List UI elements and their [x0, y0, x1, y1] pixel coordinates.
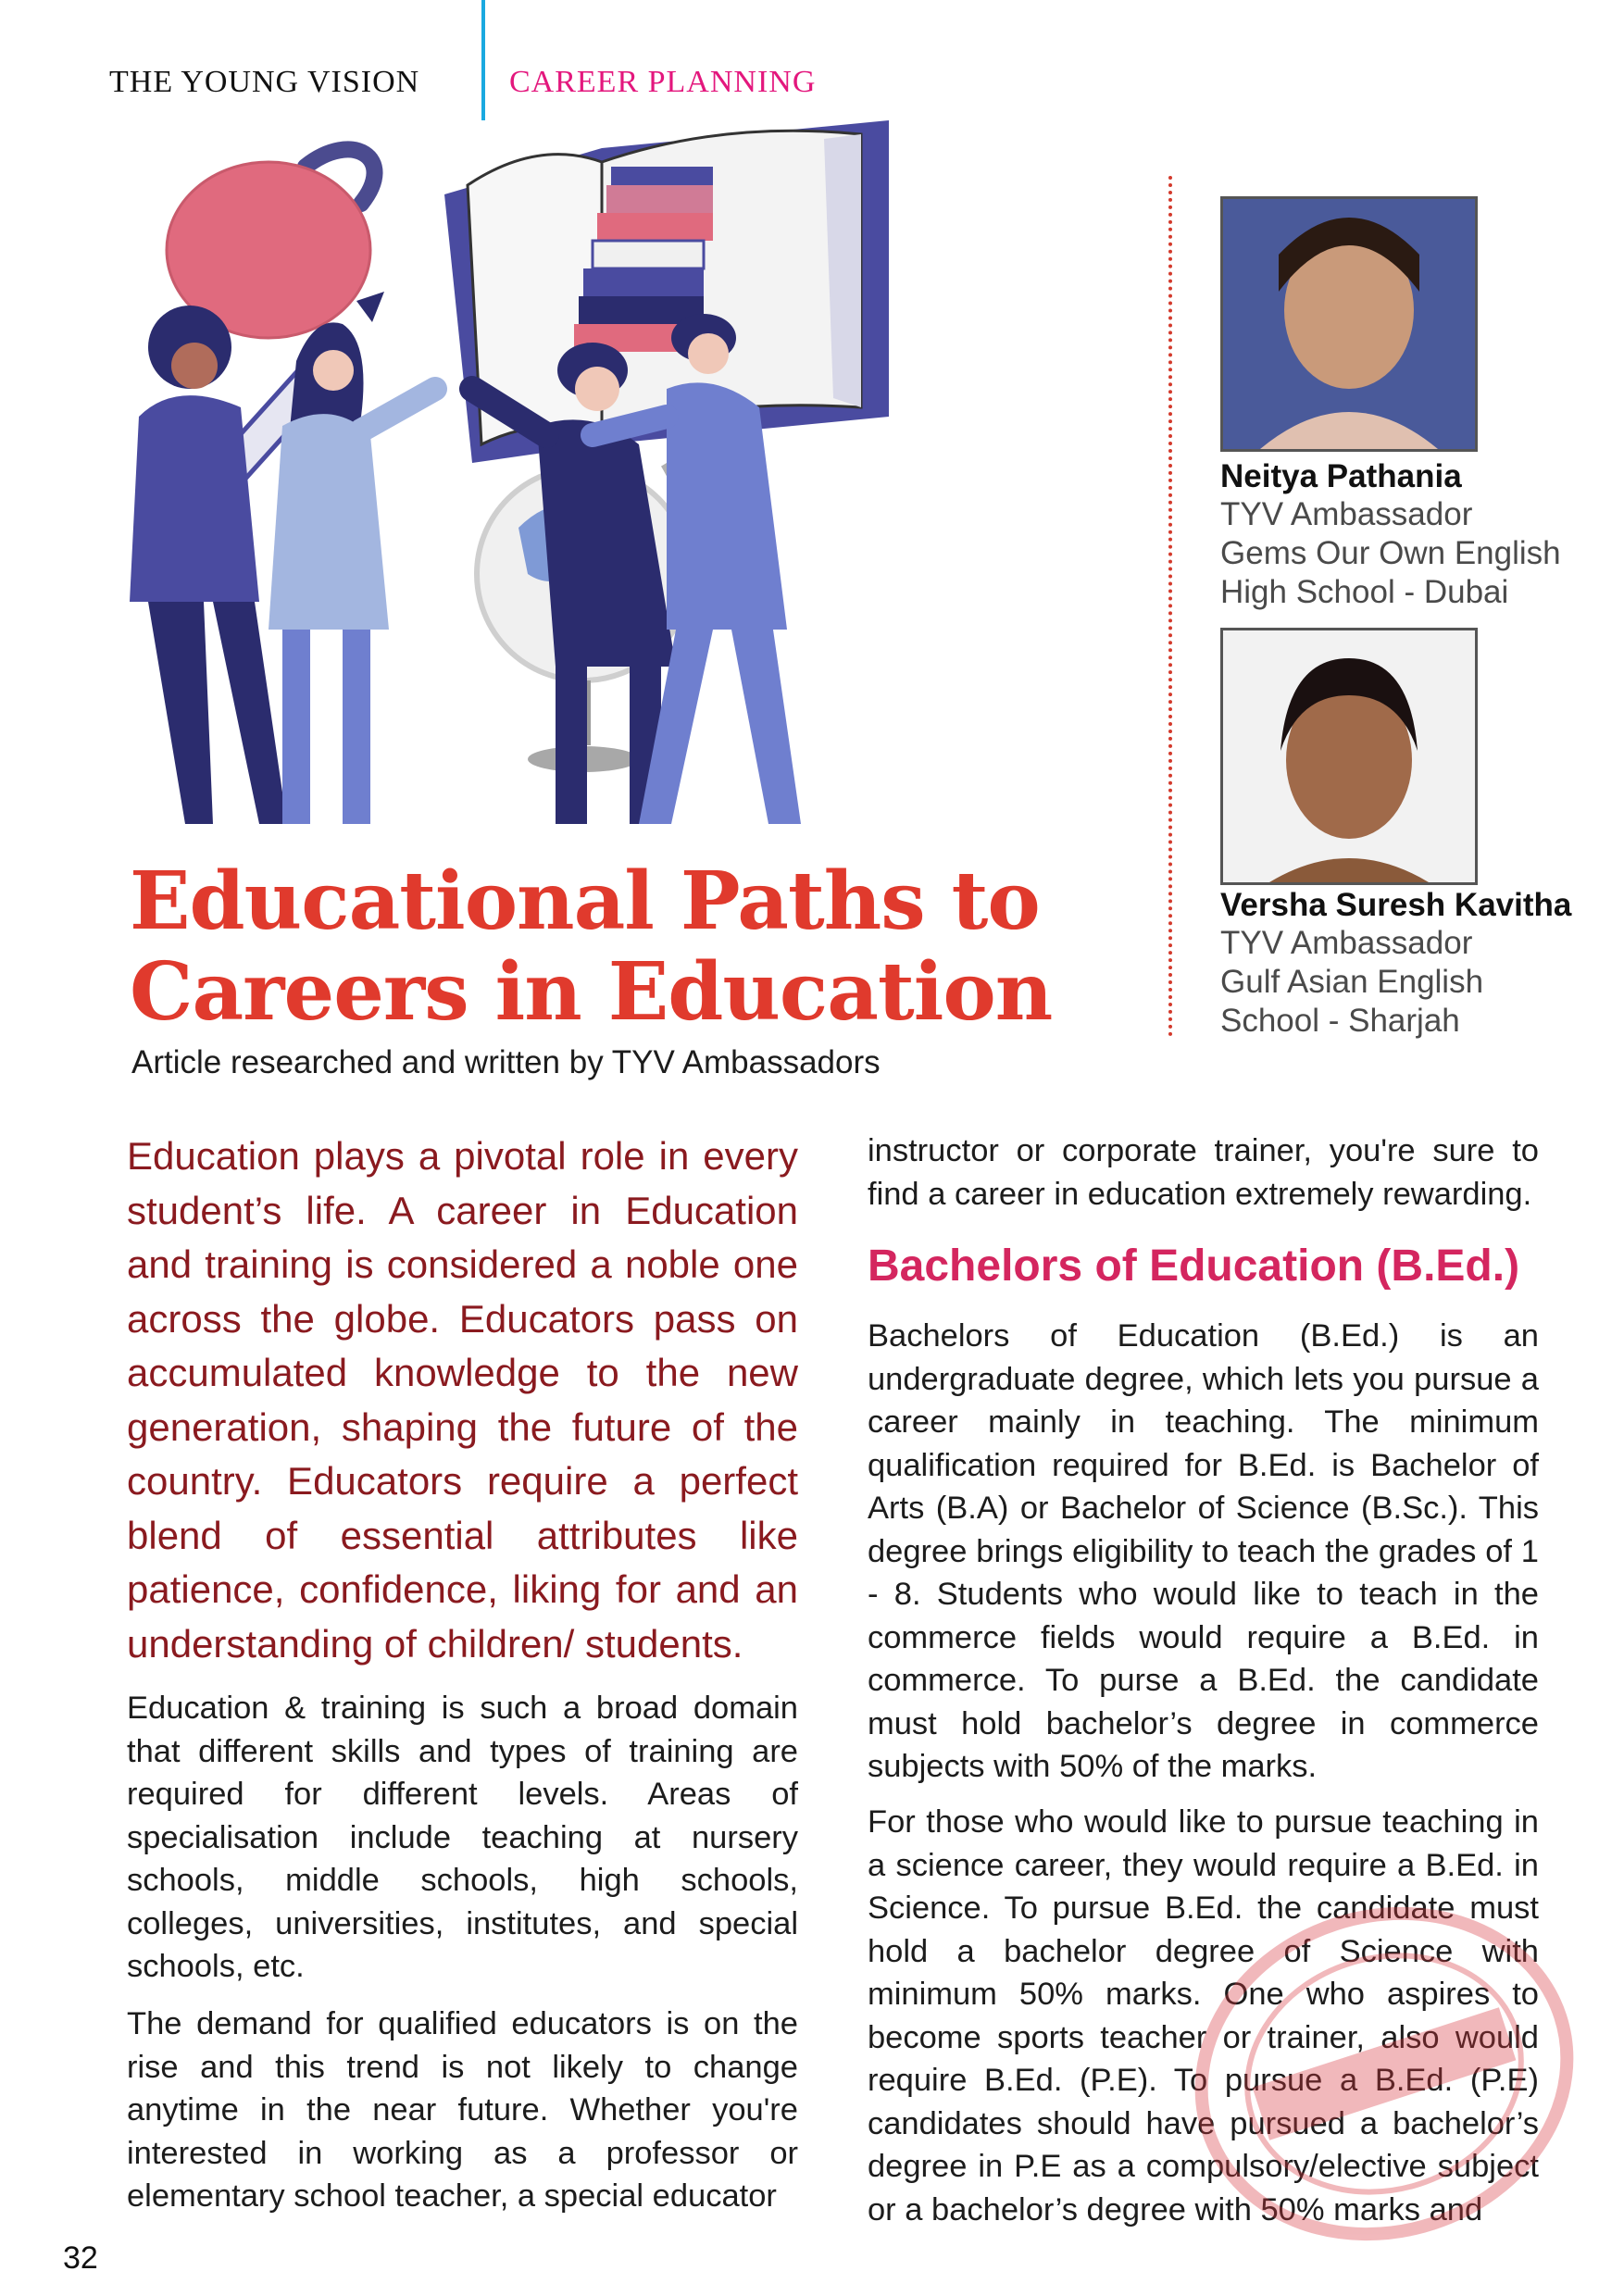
body-paragraph: Education & training is such a broad domain that different skills and types of training are required for different levels. Areas of specialisation include teaching at nursery schools, middle schools, high schools, colleges, universities, institutes, and special schools, etc. [127, 1691, 798, 1984]
author-photo [1220, 628, 1478, 885]
body-paragraph: For those who would like to pursue teaching in a science career, they would require a B.Ed. in Science. To pursue B.Ed. the candidate must hold a bachelor degree of Science with minimum 50% marks. One who aspires to become sports teacher or trainer, also would require B.Ed. (P.E). To pursue a B.Ed. (P.E) candidates should have pursued a bachelor’s degree in P.E as a compulsory/elective subject or a bachelor’s degree with 50% marks and [868, 1804, 1539, 2227]
title-line: Careers in Education [130, 945, 1053, 1039]
author-role: TYV Ambassador [1220, 496, 1473, 532]
body-paragraph: Bachelors of Education (B.Ed.) is an undergraduate degree, which lets you pursue a career mainly in teaching. The minimum qualification required for B.Ed. is Bachelor of Arts (B.A) or Bachelor of Science (B.Sc.). This degree brings eligibility to teach the grades of 1 - 8. Students who would like to teach in the commerce fields would require a B.Ed. in commerce. To purse a B.Ed. the candidate must hold bachelor’s degree in commerce subjects with 50% of the marks. [868, 1318, 1539, 1784]
header-divider [481, 0, 485, 120]
author-school: School - Sharjah [1220, 1003, 1460, 1039]
section-label: CAREER PLANNING [509, 65, 817, 99]
author-info [1220, 887, 1571, 1041]
author-info [1220, 458, 1561, 612]
author-name: Neitya Pathania [1220, 458, 1462, 494]
page-number: 32 [63, 2240, 98, 2276]
watermark-stamp-icon [1167, 1879, 1602, 2268]
body-paragraph: instructor or corporate trainer, you're sure to find a career in education extremely rewarding. [868, 1133, 1539, 1212]
author-role: TYV Ambassador [1220, 925, 1473, 961]
author-school: Gems Our Own English [1220, 535, 1561, 571]
portrait-placeholder-icon [1223, 199, 1475, 449]
author-photo [1220, 196, 1478, 452]
byline: Article researched and written by TYV Ambassadors [131, 1044, 881, 1080]
education-illustration [120, 111, 1102, 852]
lead-paragraph: Education plays a pivotal role in every student’s life. A career in Education and training is considered a noble one across the globe. Educators pass on accumulated knowledge to the new generation, shaping the future of the country. Educators require a perfect blend of essential attributes like patience, confidence, liking for and an understanding of children/ students. [127, 1134, 798, 1666]
section-heading: Bachelors of Education (B.Ed.) [868, 1242, 1520, 1291]
magazine-name: THE YOUNG VISION [109, 65, 420, 99]
portrait-placeholder-icon [1223, 630, 1475, 882]
body-paragraph: The demand for qualified educators is on the rise and this trend is not likely to change anytime in the near future. Whether you're interested in working as a professor or elementary school teacher, a special educator [127, 2006, 798, 2214]
person-illustration [130, 306, 287, 824]
author-school: Gulf Asian English [1220, 964, 1484, 1000]
title-line: Educational Paths to [130, 855, 1040, 948]
person-illustration [269, 322, 435, 824]
author-school: High School - Dubai [1220, 574, 1509, 610]
article-title [130, 856, 1176, 1038]
author-name: Versha Suresh Kavitha [1220, 887, 1572, 923]
